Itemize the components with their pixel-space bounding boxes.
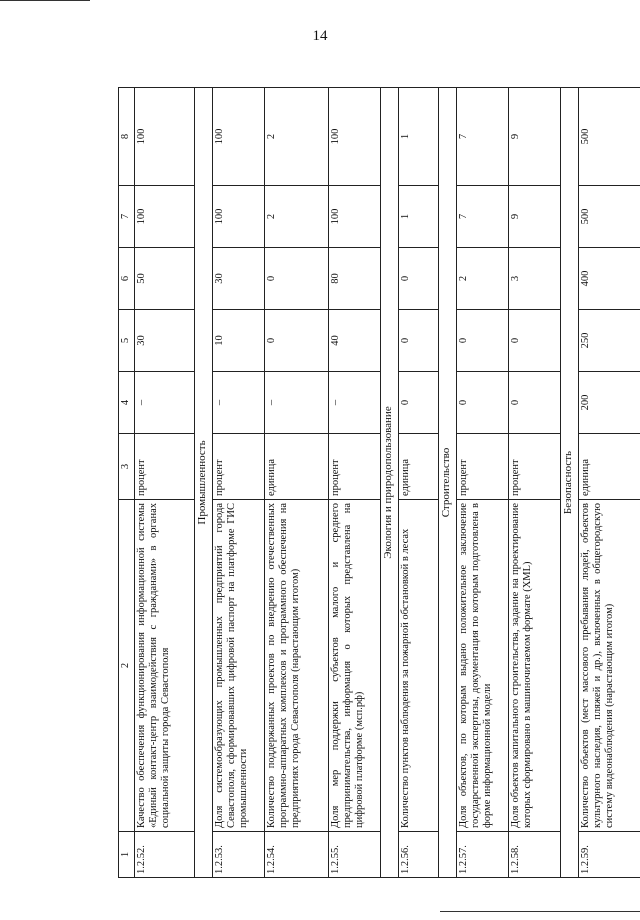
unit-cell: единица [579, 434, 640, 500]
indicator-description: Доля мер поддержки субъектов малого и среднего предпринимательства, информация о которых представлена на цифровой платформе (мсп.рф) [329, 500, 381, 832]
section-title: Строительство [439, 88, 457, 878]
value-cell: 2 [457, 248, 509, 310]
unit-cell: процент [457, 434, 509, 500]
value-cell: 500 [579, 88, 640, 186]
header-cell: 1 [119, 832, 135, 878]
value-cell: 40 [329, 310, 381, 372]
value-cell: 7 [457, 186, 509, 248]
table-row [135, 88, 195, 878]
row-number: 1.2.54. [265, 832, 329, 878]
header-cell: 8 [119, 88, 135, 186]
indicators-table [118, 87, 640, 878]
value-cell: 100 [329, 186, 381, 248]
table-row [399, 88, 439, 878]
indicator-description: Доля объектов капитального строительства, задание на проектирование которых сформировано в машиночитаемом формате (XML) [509, 500, 561, 832]
value-cell: 250 [579, 310, 640, 372]
row-number: 1.2.59. [579, 832, 640, 878]
unit-cell: процент [509, 434, 561, 500]
section-row [381, 88, 399, 878]
value-cell: 0 [265, 248, 329, 310]
value-cell: 30 [213, 248, 265, 310]
unit-cell: единица [265, 434, 329, 500]
value-cell: 2 [265, 88, 329, 186]
header-cell: 4 [119, 372, 135, 434]
value-cell: 100 [135, 88, 195, 186]
header-cell: 7 [119, 186, 135, 248]
bottom-rule [440, 911, 640, 912]
section-title: Промышленность [195, 88, 213, 878]
value-cell: – [135, 372, 195, 434]
rotated-table-wrapper [118, 88, 618, 878]
value-cell: 10 [213, 310, 265, 372]
value-cell: 1 [399, 186, 439, 248]
value-cell: 50 [135, 248, 195, 310]
value-cell: 0 [265, 310, 329, 372]
value-cell: 100 [213, 186, 265, 248]
value-cell: 0 [399, 248, 439, 310]
indicator-description: Количество объектов (мест массового пребывания людей, объектов культурного наследия, пляжей и др.), включенных в общегородскую систему видеонаблюдения (нарастающим итогом) [579, 500, 640, 832]
value-cell: 100 [135, 186, 195, 248]
indicator-description: Доля системообразующих промышленных предприятий города Севастополя, сформировавших цифровой паспорт на платформе ГИС промышленности [213, 500, 265, 832]
top-rule [0, 0, 90, 1]
row-number: 1.2.55. [329, 832, 381, 878]
header-cell: 3 [119, 434, 135, 500]
table-row [213, 88, 265, 878]
section-row [195, 88, 213, 878]
value-cell: 100 [213, 88, 265, 186]
table-row [457, 88, 509, 878]
table-row [329, 88, 381, 878]
value-cell: – [329, 372, 381, 434]
value-cell: 0 [457, 310, 509, 372]
unit-cell: единица [399, 434, 439, 500]
value-cell: 100 [329, 88, 381, 186]
unit-cell: процент [135, 434, 195, 500]
table-row [579, 88, 640, 878]
row-number: 1.2.53. [213, 832, 265, 878]
header-cell: 6 [119, 248, 135, 310]
header-cell: 5 [119, 310, 135, 372]
indicator-description: Количество поддержанных проектов по внедрению отечественных программно-аппаратных комплексов и программного обеспечения на предприятиях города Севастополя (нарастающим итогом) [265, 500, 329, 832]
value-cell: 30 [135, 310, 195, 372]
table-row [509, 88, 561, 878]
value-cell: 400 [579, 248, 640, 310]
section-title: Экология и природопользование [381, 88, 399, 878]
row-number: 1.2.57. [457, 832, 509, 878]
value-cell: 0 [509, 372, 561, 434]
row-number: 1.2.56. [399, 832, 439, 878]
value-cell: 9 [509, 88, 561, 186]
unit-cell: процент [213, 434, 265, 500]
value-cell: 0 [399, 310, 439, 372]
header-row [119, 88, 135, 878]
row-number: 1.2.52. [135, 832, 195, 878]
value-cell: 0 [399, 372, 439, 434]
section-row [561, 88, 579, 878]
table-row [265, 88, 329, 878]
section-title: Безопасность [561, 88, 579, 878]
value-cell: 3 [509, 248, 561, 310]
indicator-description: Количество пунктов наблюдения за пожарной обстановкой в лесах [399, 500, 439, 832]
value-cell: 2 [265, 186, 329, 248]
row-number: 1.2.58. [509, 832, 561, 878]
indicator-description: Качество обеспечения функционирования информационной системы «Единый контакт-центр взаимодействия с гражданами» в органах социальной защиты города Севастополя [135, 500, 195, 832]
value-cell: – [265, 372, 329, 434]
value-cell: 9 [509, 186, 561, 248]
header-cell: 2 [119, 500, 135, 832]
value-cell: 80 [329, 248, 381, 310]
value-cell: 0 [509, 310, 561, 372]
table-body [119, 88, 640, 878]
value-cell: – [213, 372, 265, 434]
page-number: 14 [312, 28, 328, 44]
indicator-description: Доля объектов, по которым выдано положительное заключение государственной экспертизы, документация по которым подготовлена в форме информационной модели [457, 500, 509, 832]
value-cell: 0 [457, 372, 509, 434]
section-row [439, 88, 457, 878]
value-cell: 7 [457, 88, 509, 186]
unit-cell: процент [329, 434, 381, 500]
value-cell: 500 [579, 186, 640, 248]
value-cell: 1 [399, 88, 439, 186]
value-cell: 200 [579, 372, 640, 434]
